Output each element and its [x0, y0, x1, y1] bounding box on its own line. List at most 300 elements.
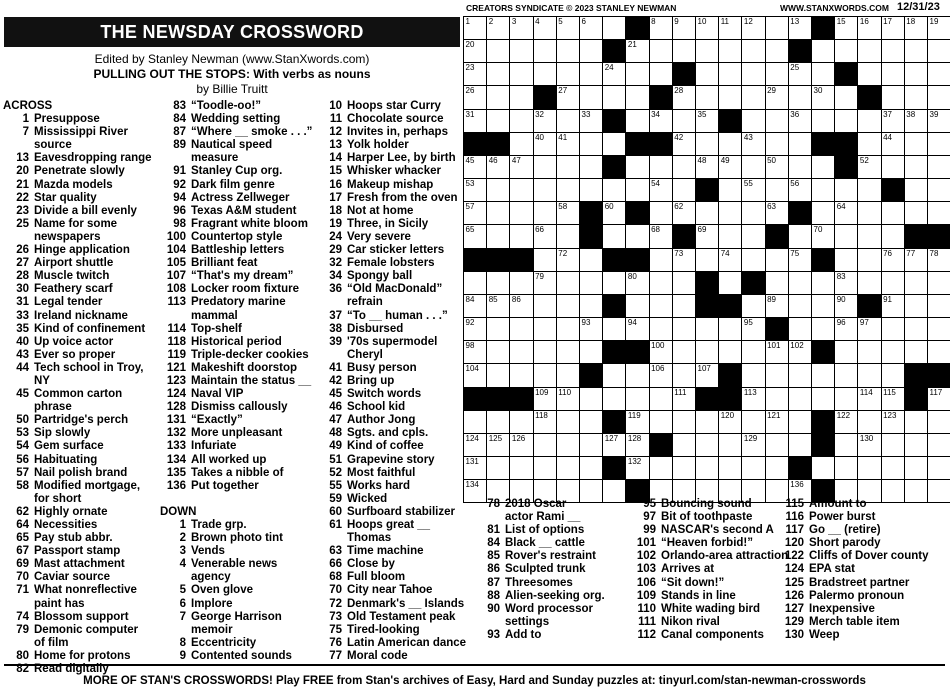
grid-cell[interactable]: [650, 411, 673, 434]
grid-cell[interactable]: [766, 295, 789, 318]
grid-cell[interactable]: [557, 388, 580, 411]
grid-cell[interactable]: [719, 156, 742, 179]
grid-cell[interactable]: [673, 179, 696, 202]
grid-cell[interactable]: [812, 272, 835, 295]
grid-cell[interactable]: [534, 156, 557, 179]
grid-cell[interactable]: [719, 249, 742, 272]
grid-cell[interactable]: [905, 179, 928, 202]
grid-cell[interactable]: [905, 295, 928, 318]
grid-cell[interactable]: [858, 318, 881, 341]
grid-cell[interactable]: [719, 318, 742, 341]
grid-cell[interactable]: [882, 318, 905, 341]
grid-cell[interactable]: [835, 249, 858, 272]
grid-cell[interactable]: [835, 341, 858, 364]
grid-cell[interactable]: [487, 295, 510, 318]
grid-cell[interactable]: [603, 86, 626, 109]
grid-cell[interactable]: [789, 63, 812, 86]
grid-cell[interactable]: [742, 17, 765, 40]
grid-cell[interactable]: [835, 364, 858, 387]
grid-cell[interactable]: [557, 457, 580, 480]
grid-cell[interactable]: [580, 249, 603, 272]
grid-cell[interactable]: [673, 364, 696, 387]
grid-cell[interactable]: [534, 110, 557, 133]
grid-cell[interactable]: [534, 63, 557, 86]
grid-cell[interactable]: [510, 86, 533, 109]
grid-cell[interactable]: [766, 179, 789, 202]
grid-cell[interactable]: [510, 202, 533, 225]
grid-cell[interactable]: [603, 434, 626, 457]
grid-cell[interactable]: [882, 40, 905, 63]
grid-cell[interactable]: [650, 295, 673, 318]
grid-cell[interactable]: [510, 225, 533, 248]
grid-cell[interactable]: [580, 110, 603, 133]
grid-cell[interactable]: [766, 388, 789, 411]
grid-cell[interactable]: [696, 225, 719, 248]
grid-cell[interactable]: [487, 411, 510, 434]
grid-cell[interactable]: [719, 434, 742, 457]
grid-cell[interactable]: [719, 225, 742, 248]
grid-cell[interactable]: [719, 411, 742, 434]
grid-cell[interactable]: [742, 249, 765, 272]
grid-cell[interactable]: [719, 40, 742, 63]
grid-cell[interactable]: [626, 364, 649, 387]
grid-cell[interactable]: [673, 388, 696, 411]
grid-cell[interactable]: [742, 156, 765, 179]
grid-cell[interactable]: [557, 434, 580, 457]
grid-cell[interactable]: [719, 133, 742, 156]
grid-cell[interactable]: [882, 434, 905, 457]
grid-cell[interactable]: [510, 318, 533, 341]
grid-cell[interactable]: [557, 40, 580, 63]
grid-cell[interactable]: [858, 457, 881, 480]
grid-cell[interactable]: [882, 411, 905, 434]
grid-cell[interactable]: [835, 86, 858, 109]
grid-cell[interactable]: [696, 40, 719, 63]
grid-cell[interactable]: [719, 457, 742, 480]
grid-cell[interactable]: [742, 434, 765, 457]
grid-cell[interactable]: [882, 457, 905, 480]
grid-cell[interactable]: [858, 249, 881, 272]
grid-cell[interactable]: [650, 156, 673, 179]
grid-cell[interactable]: [789, 156, 812, 179]
grid-cell[interactable]: [580, 17, 603, 40]
grid-cell[interactable]: [580, 388, 603, 411]
grid-cell[interactable]: [742, 388, 765, 411]
grid-cell[interactable]: [534, 17, 557, 40]
grid-cell[interactable]: [580, 156, 603, 179]
grid-cell[interactable]: [766, 156, 789, 179]
grid-cell[interactable]: [789, 364, 812, 387]
grid-cell[interactable]: [510, 434, 533, 457]
grid-cell[interactable]: [557, 295, 580, 318]
grid-cell[interactable]: [905, 86, 928, 109]
grid-cell[interactable]: [557, 225, 580, 248]
grid-cell[interactable]: [928, 63, 950, 86]
grid-cell[interactable]: [928, 86, 950, 109]
grid-cell[interactable]: [812, 63, 835, 86]
grid-cell[interactable]: [905, 457, 928, 480]
grid-cell[interactable]: [905, 17, 928, 40]
grid-cell[interactable]: [557, 202, 580, 225]
grid-cell[interactable]: [626, 86, 649, 109]
grid-cell[interactable]: [742, 225, 765, 248]
grid-cell[interactable]: [603, 272, 626, 295]
grid-cell[interactable]: [858, 63, 881, 86]
grid-cell[interactable]: [673, 133, 696, 156]
grid-cell[interactable]: [650, 388, 673, 411]
grid-cell[interactable]: [650, 318, 673, 341]
grid-cell[interactable]: [464, 17, 487, 40]
grid-cell[interactable]: [928, 17, 950, 40]
grid-cell[interactable]: [650, 110, 673, 133]
grid-cell[interactable]: [580, 411, 603, 434]
grid-cell[interactable]: [742, 318, 765, 341]
grid-cell[interactable]: [650, 179, 673, 202]
grid-cell[interactable]: [789, 341, 812, 364]
grid-cell[interactable]: [580, 86, 603, 109]
grid-cell[interactable]: [580, 63, 603, 86]
grid-cell[interactable]: [534, 457, 557, 480]
grid-cell[interactable]: [626, 457, 649, 480]
grid-cell[interactable]: [789, 17, 812, 40]
grid-cell[interactable]: [557, 411, 580, 434]
grid-cell[interactable]: [905, 249, 928, 272]
grid-cell[interactable]: [789, 411, 812, 434]
grid-cell[interactable]: [487, 17, 510, 40]
grid-cell[interactable]: [673, 249, 696, 272]
grid-cell[interactable]: [882, 225, 905, 248]
grid-cell[interactable]: [696, 434, 719, 457]
grid-cell[interactable]: [580, 272, 603, 295]
grid-cell[interactable]: [812, 179, 835, 202]
grid-cell[interactable]: [812, 202, 835, 225]
grid-cell[interactable]: [835, 110, 858, 133]
grid-cell[interactable]: [534, 40, 557, 63]
grid-cell[interactable]: [650, 341, 673, 364]
grid-cell[interactable]: [812, 457, 835, 480]
grid-cell[interactable]: [766, 457, 789, 480]
grid-cell[interactable]: [487, 272, 510, 295]
grid-cell[interactable]: [603, 202, 626, 225]
grid-cell[interactable]: [766, 17, 789, 40]
grid-cell[interactable]: [905, 63, 928, 86]
grid-cell[interactable]: [719, 202, 742, 225]
grid-cell[interactable]: [858, 388, 881, 411]
grid-cell[interactable]: [766, 40, 789, 63]
grid-cell[interactable]: [534, 249, 557, 272]
grid-cell[interactable]: [603, 63, 626, 86]
grid-cell[interactable]: [510, 272, 533, 295]
grid-cell[interactable]: [766, 272, 789, 295]
grid-cell[interactable]: [882, 202, 905, 225]
grid-cell[interactable]: [742, 411, 765, 434]
grid-cell[interactable]: [928, 40, 950, 63]
grid-cell[interactable]: [487, 434, 510, 457]
grid-cell[interactable]: [928, 457, 950, 480]
grid-cell[interactable]: [789, 318, 812, 341]
grid-cell[interactable]: [928, 434, 950, 457]
grid-cell[interactable]: [626, 156, 649, 179]
grid-cell[interactable]: [882, 388, 905, 411]
grid-cell[interactable]: [742, 179, 765, 202]
grid-cell[interactable]: [626, 40, 649, 63]
grid-cell[interactable]: [858, 341, 881, 364]
grid-cell[interactable]: [835, 225, 858, 248]
grid-cell[interactable]: [487, 202, 510, 225]
grid-cell[interactable]: [766, 249, 789, 272]
grid-cell[interactable]: [580, 40, 603, 63]
grid-cell[interactable]: [696, 364, 719, 387]
grid-cell[interactable]: [557, 272, 580, 295]
grid-cell[interactable]: [626, 434, 649, 457]
grid-cell[interactable]: [928, 133, 950, 156]
grid-cell[interactable]: [905, 202, 928, 225]
grid-cell[interactable]: [882, 249, 905, 272]
grid-cell[interactable]: [603, 318, 626, 341]
grid-cell[interactable]: [928, 179, 950, 202]
grid-cell[interactable]: [742, 86, 765, 109]
grid-cell[interactable]: [766, 86, 789, 109]
grid-cell[interactable]: [557, 364, 580, 387]
grid-cell[interactable]: [580, 457, 603, 480]
grid-cell[interactable]: [650, 364, 673, 387]
grid-cell[interactable]: [510, 411, 533, 434]
grid-cell[interactable]: [858, 40, 881, 63]
grid-cell[interactable]: [905, 133, 928, 156]
grid-cell[interactable]: [580, 133, 603, 156]
grid-cell[interactable]: [650, 272, 673, 295]
grid-cell[interactable]: [928, 388, 950, 411]
grid-cell[interactable]: [510, 110, 533, 133]
grid-cell[interactable]: [812, 388, 835, 411]
grid-cell[interactable]: [905, 156, 928, 179]
grid-cell[interactable]: [835, 40, 858, 63]
grid-cell[interactable]: [858, 434, 881, 457]
grid-cell[interactable]: [487, 364, 510, 387]
grid-cell[interactable]: [510, 156, 533, 179]
grid-cell[interactable]: [603, 225, 626, 248]
grid-cell[interactable]: [858, 364, 881, 387]
grid-cell[interactable]: [835, 388, 858, 411]
grid-cell[interactable]: [510, 295, 533, 318]
grid-cell[interactable]: [603, 179, 626, 202]
grid-cell[interactable]: [696, 156, 719, 179]
grid-cell[interactable]: [928, 156, 950, 179]
grid-cell[interactable]: [812, 364, 835, 387]
grid-cell[interactable]: [742, 63, 765, 86]
grid-cell[interactable]: [626, 388, 649, 411]
grid-cell[interactable]: [928, 110, 950, 133]
grid-cell[interactable]: [487, 156, 510, 179]
grid-cell[interactable]: [650, 225, 673, 248]
grid-cell[interactable]: [812, 40, 835, 63]
grid-cell[interactable]: [650, 63, 673, 86]
grid-cell[interactable]: [626, 411, 649, 434]
grid-cell[interactable]: [858, 110, 881, 133]
grid-cell[interactable]: [719, 179, 742, 202]
grid-cell[interactable]: [835, 295, 858, 318]
grid-cell[interactable]: [789, 133, 812, 156]
grid-cell[interactable]: [696, 63, 719, 86]
grid-cell[interactable]: [766, 341, 789, 364]
grid-cell[interactable]: [510, 364, 533, 387]
grid-cell[interactable]: [882, 295, 905, 318]
grid-cell[interactable]: [696, 110, 719, 133]
grid-cell[interactable]: [487, 110, 510, 133]
grid-cell[interactable]: [742, 202, 765, 225]
grid-cell[interactable]: [882, 86, 905, 109]
grid-cell[interactable]: [928, 249, 950, 272]
grid-cell[interactable]: [626, 179, 649, 202]
grid-cell[interactable]: [603, 388, 626, 411]
grid-cell[interactable]: [812, 86, 835, 109]
grid-cell[interactable]: [673, 341, 696, 364]
grid-cell[interactable]: [650, 17, 673, 40]
grid-cell[interactable]: [905, 434, 928, 457]
grid-cell[interactable]: [719, 272, 742, 295]
grid-cell[interactable]: [487, 318, 510, 341]
grid-cell[interactable]: [905, 318, 928, 341]
grid-cell[interactable]: [557, 133, 580, 156]
grid-cell[interactable]: [673, 411, 696, 434]
grid-cell[interactable]: [487, 63, 510, 86]
grid-cell[interactable]: [812, 156, 835, 179]
grid-cell[interactable]: [928, 202, 950, 225]
grid-cell[interactable]: [626, 272, 649, 295]
grid-cell[interactable]: [905, 110, 928, 133]
grid-cell[interactable]: [696, 318, 719, 341]
grid-cell[interactable]: [766, 364, 789, 387]
grid-cell[interactable]: [789, 295, 812, 318]
grid-cell[interactable]: [789, 225, 812, 248]
grid-cell[interactable]: [510, 341, 533, 364]
grid-cell[interactable]: [789, 179, 812, 202]
grid-cell[interactable]: [789, 388, 812, 411]
grid-cell[interactable]: [673, 86, 696, 109]
grid-cell[interactable]: [928, 411, 950, 434]
grid-cell[interactable]: [464, 40, 487, 63]
grid-cell[interactable]: [858, 411, 881, 434]
grid-cell[interactable]: [742, 364, 765, 387]
grid-cell[interactable]: [650, 40, 673, 63]
grid-cell[interactable]: [766, 133, 789, 156]
grid-cell[interactable]: [766, 202, 789, 225]
grid-cell[interactable]: [742, 457, 765, 480]
grid-cell[interactable]: [719, 86, 742, 109]
grid-cell[interactable]: [812, 110, 835, 133]
grid-cell[interactable]: [858, 133, 881, 156]
grid-cell[interactable]: [580, 179, 603, 202]
grid-cell[interactable]: [603, 133, 626, 156]
grid-cell[interactable]: [928, 318, 950, 341]
grid-cell[interactable]: [928, 272, 950, 295]
grid-cell[interactable]: [534, 364, 557, 387]
grid-cell[interactable]: [673, 457, 696, 480]
grid-cell[interactable]: [673, 156, 696, 179]
grid-cell[interactable]: [626, 63, 649, 86]
grid-cell[interactable]: [882, 156, 905, 179]
grid-cell[interactable]: [510, 40, 533, 63]
grid-cell[interactable]: [742, 341, 765, 364]
grid-cell[interactable]: [835, 411, 858, 434]
grid-cell[interactable]: [487, 179, 510, 202]
grid-cell[interactable]: [557, 156, 580, 179]
grid-cell[interactable]: [812, 318, 835, 341]
grid-cell[interactable]: [650, 202, 673, 225]
grid-cell[interactable]: [858, 17, 881, 40]
grid-cell[interactable]: [534, 411, 557, 434]
grid-cell[interactable]: [487, 341, 510, 364]
grid-cell[interactable]: [673, 40, 696, 63]
grid-cell[interactable]: [835, 272, 858, 295]
grid-cell[interactable]: [487, 40, 510, 63]
grid-cell[interactable]: [534, 225, 557, 248]
grid-cell[interactable]: [789, 86, 812, 109]
grid-cell[interactable]: [696, 17, 719, 40]
grid-cell[interactable]: [510, 133, 533, 156]
grid-cell[interactable]: [650, 457, 673, 480]
grid-cell[interactable]: [487, 86, 510, 109]
grid-cell[interactable]: [882, 63, 905, 86]
grid-cell[interactable]: [696, 202, 719, 225]
grid-cell[interactable]: [766, 63, 789, 86]
grid-cell[interactable]: [882, 364, 905, 387]
grid-cell[interactable]: [580, 434, 603, 457]
grid-cell[interactable]: [673, 110, 696, 133]
grid-cell[interactable]: [557, 179, 580, 202]
grid-cell[interactable]: [766, 411, 789, 434]
grid-cell[interactable]: [858, 156, 881, 179]
grid-cell[interactable]: [557, 249, 580, 272]
grid-cell[interactable]: [719, 17, 742, 40]
grid-cell[interactable]: [510, 179, 533, 202]
grid-cell[interactable]: [882, 17, 905, 40]
grid-cell[interactable]: [858, 179, 881, 202]
grid-cell[interactable]: [742, 295, 765, 318]
grid-cell[interactable]: [742, 110, 765, 133]
grid-cell[interactable]: [789, 249, 812, 272]
grid-cell[interactable]: [580, 295, 603, 318]
grid-cell[interactable]: [882, 272, 905, 295]
grid-cell[interactable]: [905, 272, 928, 295]
grid-cell[interactable]: [464, 63, 487, 86]
grid-cell[interactable]: [673, 17, 696, 40]
grid-cell[interactable]: [812, 295, 835, 318]
grid-cell[interactable]: [603, 364, 626, 387]
grid-cell[interactable]: [835, 179, 858, 202]
grid-cell[interactable]: [766, 110, 789, 133]
crossword-grid[interactable]: [463, 16, 950, 503]
grid-cell[interactable]: [534, 341, 557, 364]
grid-cell[interactable]: [858, 202, 881, 225]
grid-cell[interactable]: [742, 40, 765, 63]
grid-cell[interactable]: [510, 457, 533, 480]
grid-cell[interactable]: [626, 295, 649, 318]
grid-cell[interactable]: [696, 457, 719, 480]
grid-cell[interactable]: [905, 341, 928, 364]
grid-cell[interactable]: [696, 133, 719, 156]
grid-cell[interactable]: [534, 202, 557, 225]
grid-cell[interactable]: [557, 86, 580, 109]
grid-cell[interactable]: [858, 272, 881, 295]
grid-cell[interactable]: [673, 434, 696, 457]
grid-cell[interactable]: [928, 341, 950, 364]
grid-cell[interactable]: [510, 17, 533, 40]
grid-cell[interactable]: [789, 272, 812, 295]
grid-cell[interactable]: [673, 202, 696, 225]
grid-cell[interactable]: [835, 318, 858, 341]
grid-cell[interactable]: [835, 202, 858, 225]
